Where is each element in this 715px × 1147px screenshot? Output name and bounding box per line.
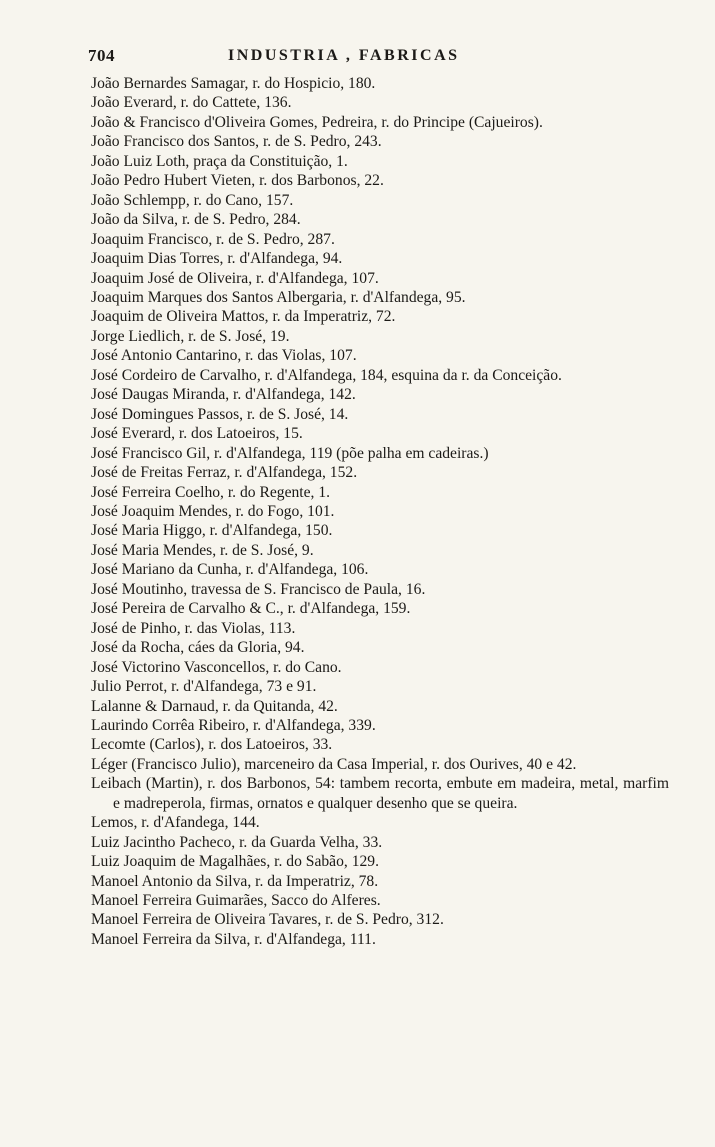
list-item: José Cordeiro de Carvalho, r. d'Alfandega, 184, esquina da r. da Conceição.: [91, 366, 562, 384]
list-item: José de Freitas Ferraz, r. d'Alfandega, 152.: [91, 464, 358, 482]
list-item: João da Silva, r. de S. Pedro, 284.: [91, 211, 301, 229]
list-item: João Schlempp, r. do Cano, 157.: [91, 191, 294, 209]
list-item: José de Pinho, r. das Violas, 113.: [91, 619, 296, 637]
page-number: 704: [88, 46, 115, 65]
list-item: Luiz Joaquim de Magalhães, r. do Sabão, 129.: [91, 853, 379, 871]
list-item: José Ferreira Coelho, r. do Regente, 1.: [91, 483, 331, 501]
list-item: João Pedro Hubert Vieten, r. dos Barbonos, 22.: [91, 172, 384, 190]
list-item: Joaquim Dias Torres, r. d'Alfandega, 94.: [91, 250, 343, 268]
list-item: José Joaquim Mendes, r. do Fogo, 101.: [91, 502, 335, 520]
list-item: José Victorino Vasconcellos, r. do Cano.: [91, 658, 342, 676]
list-item: Manoel Ferreira Guimarães, Sacco do Alferes.: [91, 892, 381, 910]
list-item: José Maria Mendes, r. de S. José, 9.: [91, 541, 314, 559]
list-item: João Luiz Loth, praça da Constituição, 1.: [91, 152, 348, 170]
list-item: Joaquim Marques dos Santos Albergaria, r. d'Alfandega, 95.: [91, 288, 466, 306]
list-item: Lemos, r. d'Afandega, 144.: [91, 814, 260, 832]
list-item: João Francisco dos Santos, r. de S. Pedro, 243.: [91, 133, 382, 151]
list-item: Lecomte (Carlos), r. dos Latoeiros, 33.: [91, 736, 333, 754]
directory-list: [91, 74, 669, 949]
list-item: José Francisco Gil, r. d'Alfandega, 119 (põe palha em cadeiras.): [91, 444, 489, 462]
list-item: Joaquim de Oliveira Mattos, r. da Imperatriz, 72.: [91, 308, 396, 326]
running-head: INDUSTRIA , FABRICAS: [228, 47, 460, 64]
list-item: Julio Perrot, r. d'Alfandega, 73 e 91.: [91, 678, 317, 696]
list-item: Joaquim Francisco, r. de S. Pedro, 287.: [91, 230, 335, 248]
list-item: José Everard, r. dos Latoeiros, 15.: [91, 425, 303, 443]
list-item: Manoel Ferreira da Silva, r. d'Alfandega, 111.: [91, 930, 376, 948]
list-item: Leibach (Martin), r. dos Barbonos, 54: tambem recorta, embute em madeira, metal, marfim e madreperola, firmas, ornatos e qualquer desenho que se queira.: [91, 775, 669, 812]
list-item: Jorge Liedlich, r. de S. José, 19.: [91, 327, 290, 345]
list-item: João Bernardes Samagar, r. do Hospicio, 180.: [91, 75, 376, 92]
list-item: João & Francisco d'Oliveira Gomes, Pedreira, r. do Principe (Cajueiros).: [91, 113, 543, 131]
list-item: Laurindo Corrêa Ribeiro, r. d'Alfandega, 339.: [91, 716, 376, 734]
list-item: José Pereira de Carvalho & C., r. d'Alfandega, 159.: [91, 600, 411, 618]
list-item: José Antonio Cantarino, r. das Violas, 107.: [91, 347, 357, 365]
page-header: [88, 46, 668, 70]
list-item: José Maria Higgo, r. d'Alfandega, 150.: [91, 522, 333, 540]
list-item: Manoel Ferreira de Oliveira Tavares, r. de S. Pedro, 312.: [91, 911, 444, 929]
list-item: Léger (Francisco Julio), marceneiro da Casa Imperial, r. dos Ourives, 40 e 42.: [91, 755, 577, 773]
list-item: José Mariano da Cunha, r. d'Alfandega, 106.: [91, 561, 369, 579]
list-item: José Daugas Miranda, r. d'Alfandega, 142.: [91, 386, 356, 404]
list-item: Manoel Antonio da Silva, r. da Imperatriz, 78.: [91, 872, 379, 890]
list-item: José da Rocha, cáes da Gloria, 94.: [91, 639, 305, 657]
list-item: Lalanne & Darnaud, r. da Quitanda, 42.: [91, 697, 338, 715]
list-item: José Moutinho, travessa de S. Francisco de Paula, 16.: [91, 580, 426, 598]
list-item: José Domingues Passos, r. de S. José, 14.: [91, 405, 349, 423]
list-item: Joaquim José de Oliveira, r. d'Alfandega, 107.: [91, 269, 379, 287]
list-item: João Everard, r. do Cattete, 136.: [91, 94, 292, 112]
list-item: Luiz Jacintho Pacheco, r. da Guarda Velha, 33.: [91, 833, 383, 851]
